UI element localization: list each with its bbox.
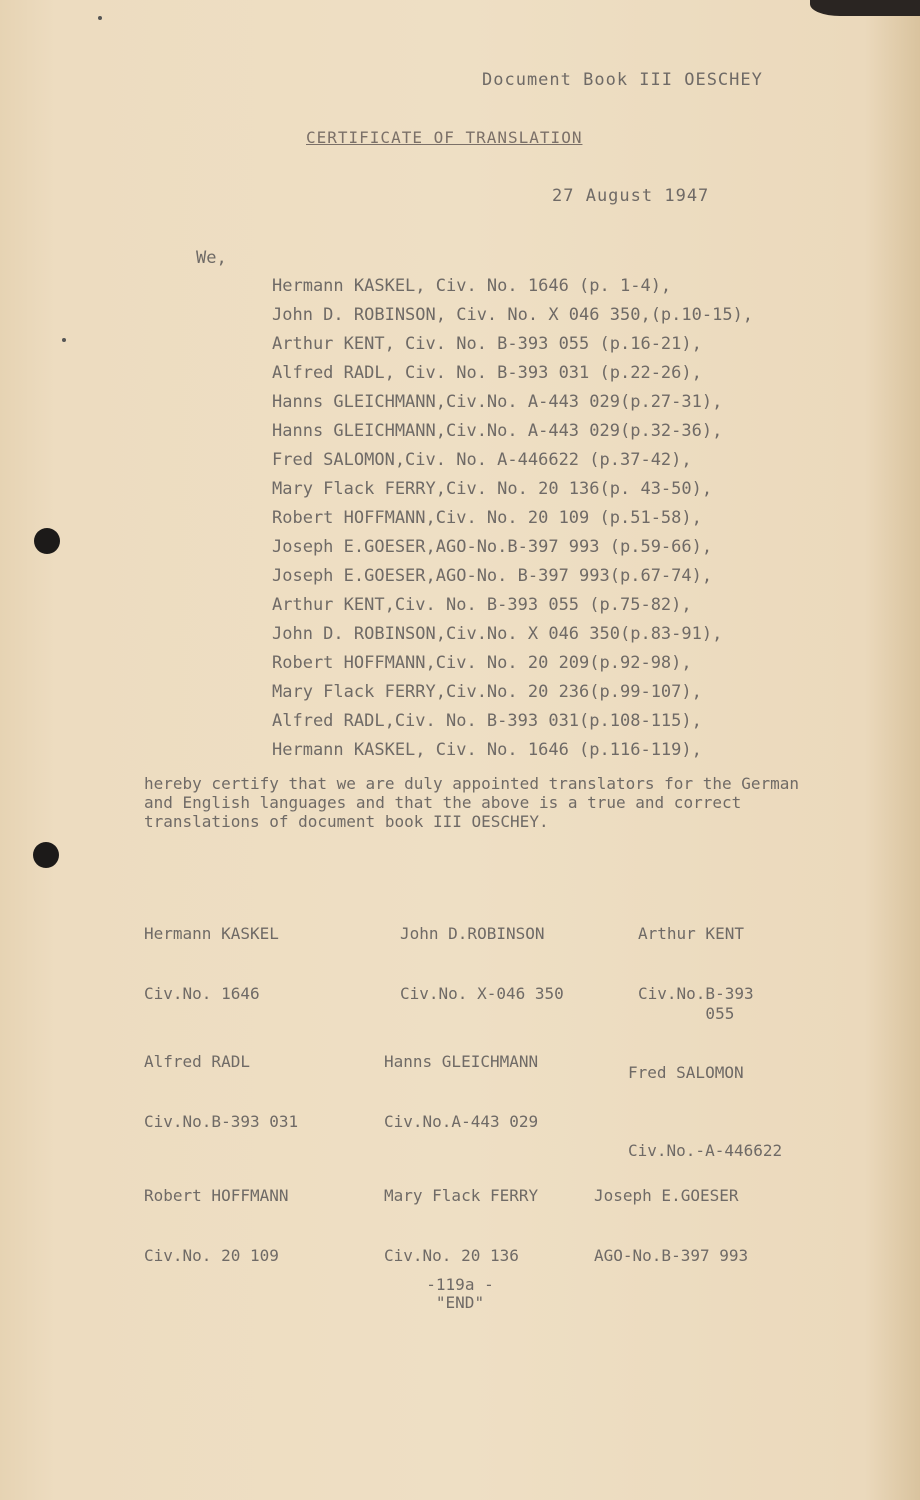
translator-entry: Joseph E.GOESER,AGO-No.B-397 993 (p.59-66), [272,537,713,557]
signatory-name: Mary Flack FERRY [384,1186,539,1205]
speck [62,338,66,342]
translator-list [272,272,753,765]
signatory-id: Civ.No.A-443 029 [384,1112,539,1131]
signatory-id: Civ.No.B-393 055 [638,984,754,1023]
certificate-title: CERTIFICATE OF TRANSLATION [306,128,583,147]
certificate-date: 27 August 1947 [552,186,710,206]
signatory-id: Civ.No. 20 109 [144,1246,279,1265]
translator-entry: Joseph E.GOESER,AGO-No. B-397 993(p.67-74), [272,566,713,586]
signatory-name: Hermann KASKEL [144,924,279,943]
end-marker: "END" [435,1293,485,1312]
signatory-id: Civ.No. 1646 [144,984,260,1003]
signatory-name: Alfred RADL [144,1052,250,1071]
signatory-id: Civ.No. X-046 350 [400,984,564,1003]
page-number: -119a - [426,1275,494,1294]
salutation: We, [196,248,227,268]
signatory-name: Hanns GLEICHMANN [384,1052,539,1071]
translator-entry: Arthur KENT, Civ. No. B-393 055 (p.16-21), [272,334,702,354]
signatory-name: Joseph E.GOESER [594,1186,739,1205]
signatory-id: Civ.No.B-393 031 [144,1112,299,1131]
translator-entry: Robert HOFFMANN,Civ. No. 20 209(p.92-98), [272,653,692,673]
translator-entry: Fred SALOMON,Civ. No. A-446622 (p.37-42), [272,450,692,470]
signatory-name: Fred SALOMON [628,1063,744,1082]
translator-entry: Alfred RADL,Civ. No. B-393 031(p.108-115), [272,711,702,731]
document-reference: Document Book III OESCHEY [482,70,763,90]
translator-entry: John D. ROBINSON, Civ. No. X 046 350,(p.10-15), [272,305,754,325]
signatory-name: John D.ROBINSON [400,924,545,943]
translator-entry: Mary Flack FERRY,Civ. No. 20 136(p. 43-50), [272,479,713,499]
translator-entry: Hermann KASKEL, Civ. No. 1646 (p. 1-4), [272,276,672,296]
translator-entry: Hermann KASKEL, Civ. No. 1646 (p.116-119), [272,740,702,760]
speck [98,16,102,20]
certification-statement: hereby certify that we are duly appointed translators for the German and English languages and that the above is a true and correct translations of document book III OESCHEY. [144,774,800,831]
signatory-id: Civ.No. 20 136 [384,1246,519,1265]
translator-entry: John D. ROBINSON,Civ.No. X 046 350(p.83-91), [272,624,723,644]
punch-hole [34,528,60,554]
translator-entry: Arthur KENT,Civ. No. B-393 055 (p.75-82), [272,595,692,615]
translator-entry: Mary Flack FERRY,Civ.No. 20 236(p.99-107), [272,682,702,702]
signatory-id: Civ.No.-A-446622 [628,1141,783,1160]
punch-hole [33,842,59,868]
signatory-id: AGO-No.B-397 993 [594,1246,749,1265]
translator-entry: Hanns GLEICHMANN,Civ.No. A-443 029(p.27-31), [272,392,723,412]
translator-entry: Alfred RADL, Civ. No. B-393 031 (p.22-26), [272,363,702,383]
translator-entry: Hanns GLEICHMANN,Civ.No. A-443 029(p.32-36), [272,421,723,441]
translator-entry: Robert HOFFMANN,Civ. No. 20 109 (p.51-58), [272,508,702,528]
signatory-name: Robert HOFFMANN [144,1186,289,1205]
ink-smudge [810,0,920,16]
signatory-name: Arthur KENT [638,924,744,943]
